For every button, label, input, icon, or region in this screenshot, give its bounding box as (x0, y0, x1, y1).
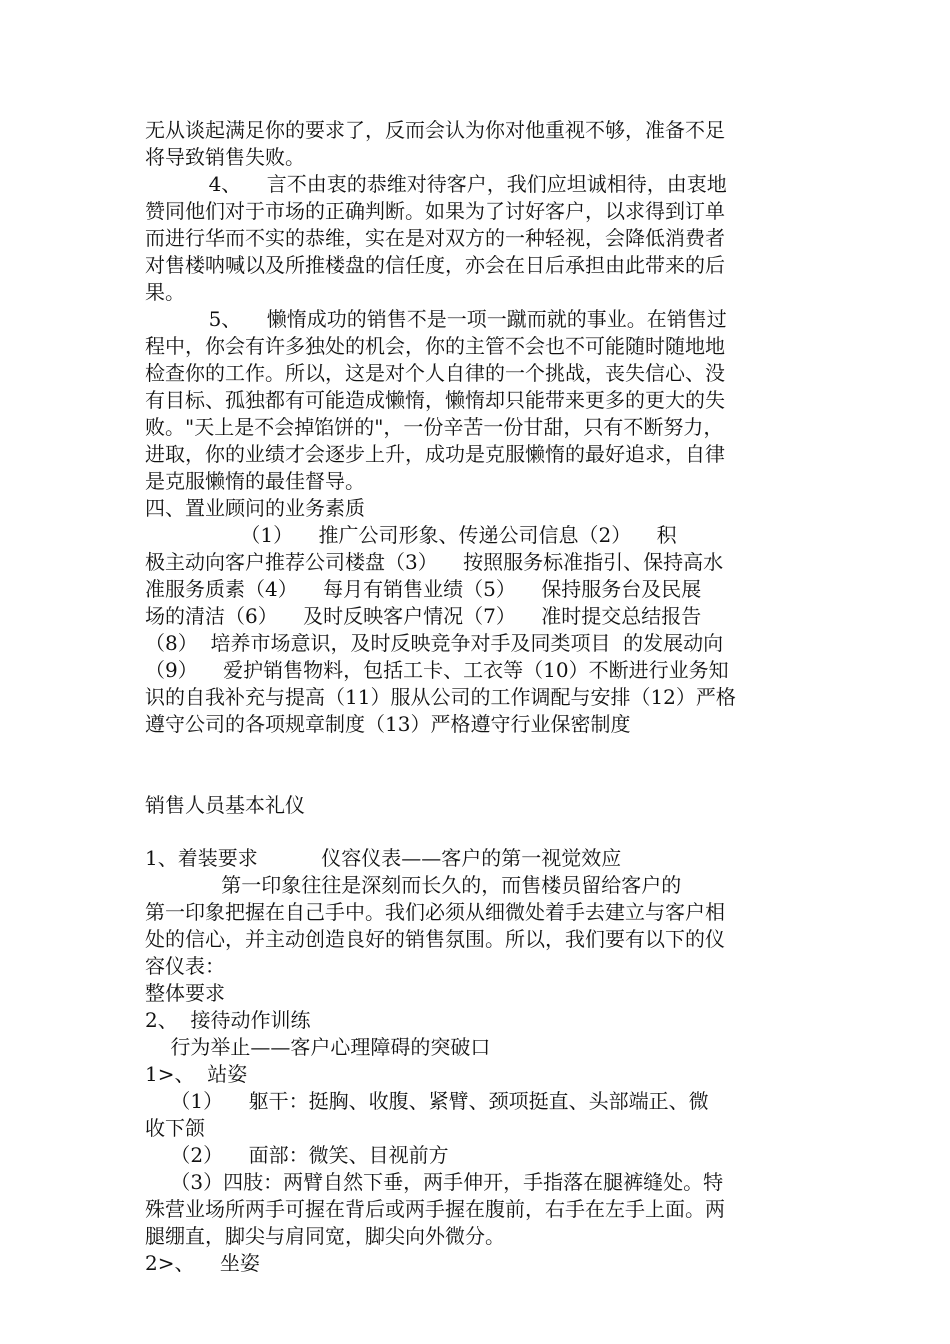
text-line: 2>、 坐姿 (145, 1251, 260, 1275)
text-line: 场的清洁（6） 及时反映客户情况（7） 准时提交总结报告 (145, 604, 702, 628)
text-line: （1） 推广公司形象、传递公司信息（2） 积 (145, 523, 677, 547)
section-heading: 四、置业顾问的业务素质 (145, 496, 365, 520)
text-line: 腿绷直，脚尖与肩同宽，脚尖向外微分。 (145, 1224, 505, 1248)
text-line: 检查你的工作。所以，这是对个人自律的一个挑战，丧失信心、没 (145, 361, 725, 385)
text-line: 赞同他们对于市场的正确判断。如果为了讨好客户，以求得到订单 (145, 199, 725, 223)
text-line: 有目标、孤独都有可能造成懒惰，懒惰却只能带来更多的更大的失 (145, 388, 725, 412)
text-line: 对售楼呐喊以及所推楼盘的信任度，亦会在日后承担由此带来的后 (145, 253, 725, 277)
text-line: 2、 接待动作训练 (145, 1008, 311, 1032)
text-line: （1） 躯干：挺胸、收腹、紧臂、颈项挺直、头部端正、微 (145, 1089, 709, 1113)
text-line: 1>、 站姿 (145, 1062, 248, 1086)
text-line: 进取，你的业绩才会逐步上升，成功是克服懒惰的最好追求，自律 (145, 442, 725, 466)
text-line: （9） 爱护销售物料，包括工卡、工衣等（10）不断进行业务知 (145, 658, 729, 682)
text-line: 准服务质素（4） 每月有销售业绩（5） 保持服务台及民展 (145, 577, 702, 601)
text-line: 第一印象往往是深刻而长久的，而售楼员留给客户的 (145, 873, 682, 897)
text-line: （3）四肢：两臂自然下垂，两手伸开，手指落在腿裤缝处。特 (145, 1170, 724, 1194)
text-line: 处的信心，并主动创造良好的销售氛围。所以，我们要有以下的仪 (145, 927, 725, 951)
text-line: 遵守公司的各项规章制度（13）严格遵守行业保密制度 (145, 712, 631, 736)
text-line: 1、着装要求 仪容仪表——客户的第一视觉效应 (145, 846, 622, 870)
text-line: 程中，你会有许多独处的机会，你的主管不会也不可能随时随地地 (145, 334, 725, 358)
text-line: 无从谈起满足你的要求了，反而会认为你对他重视不够，准备不足 (145, 118, 725, 142)
text-line: 5、 懒惰成功的销售不是一项一蹴而就的事业。在销售过 (145, 307, 727, 331)
text-line: 是克服懒惰的最佳督导。 (145, 469, 365, 493)
text-line: 而进行华而不实的恭维，实在是对双方的一种轻视，会降低消费者 (145, 226, 725, 250)
text-line: 识的自我补充与提高（11）服从公司的工作调配与安排（12）严格 (145, 685, 736, 709)
text-line: 殊营业场所两手可握在背后或两手握在腹前，右手在左手上面。两 (145, 1197, 725, 1221)
text-line: 整体要求 (145, 981, 225, 1005)
text-line: 收下颌 (145, 1116, 205, 1140)
text-line: 果。 (145, 280, 185, 304)
text-line: 容仪表： (145, 954, 225, 978)
text-line: 极主动向客户推荐公司楼盘（3） 按照服务标准指引、保持高水 (145, 550, 724, 574)
section-title: 销售人员基本礼仪 (145, 793, 305, 817)
text-line: 行为举止——客户心理障碍的突破口 (145, 1035, 491, 1059)
text-line: （8） 培养市场意识，及时反映竞争对手及同类项目 的发展动向 (145, 631, 724, 655)
text-line: 将导致销售失败。 (145, 145, 305, 169)
text-line: 败。"天上是不会掉馅饼的"，一份辛苦一份甘甜，只有不断努力， (145, 415, 724, 439)
text-line: 第一印象把握在自己手中。我们必须从细微处着手去建立与客户相 (145, 900, 725, 924)
text-line: 4、 言不由衷的恭维对待客户，我们应坦诚相待，由衷地 (145, 172, 727, 196)
text-line: （2） 面部：微笑、目视前方 (145, 1143, 449, 1167)
